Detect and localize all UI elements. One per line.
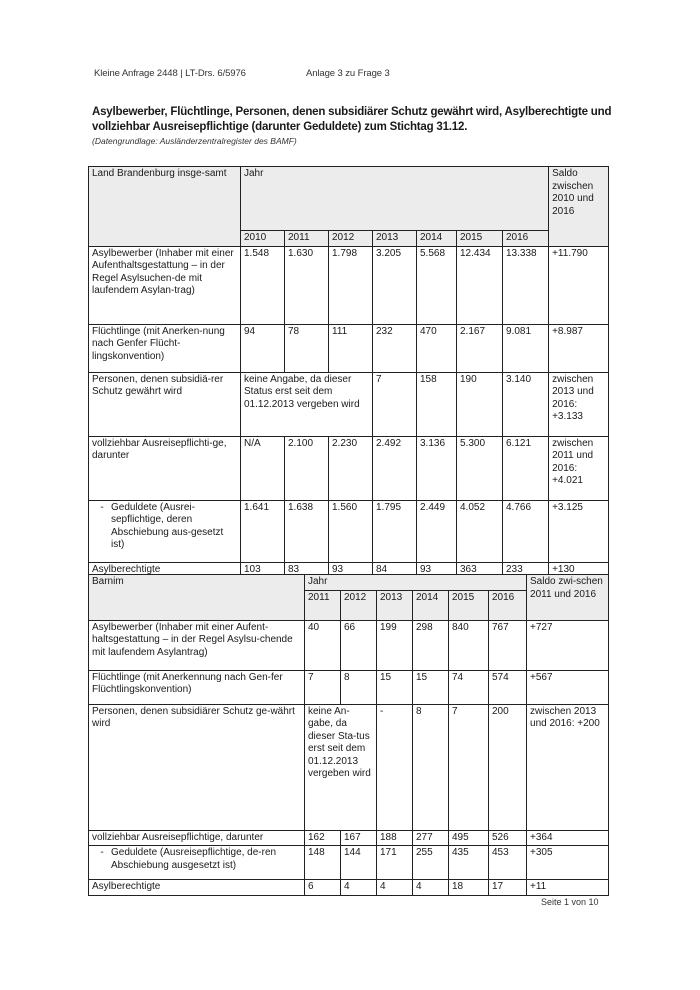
cell-value: 74 (449, 670, 489, 704)
document-title: Asylbewerber, Flüchtlinge, Personen, denen subsidiärer Schutz gewährt wird, Asylberechtigte und vollziehbar Ausreisepflichtige (darunter Geduldete) zum Stichtag 31.12. (92, 106, 612, 133)
cell-value: 40 (305, 620, 341, 670)
year-header: 2016 (503, 231, 549, 247)
cell-value: 4 (341, 880, 377, 896)
cell-value: 188 (377, 830, 413, 846)
table-row (89, 704, 609, 830)
cell-value: 158 (417, 372, 457, 436)
cell-value: 277 (413, 830, 449, 846)
cell-value: 3.140 (503, 372, 549, 436)
year-header: 2012 (329, 231, 373, 247)
cell-value: 93 (417, 562, 457, 578)
year-header: 2015 (457, 231, 503, 247)
cell-value: 78 (285, 324, 329, 372)
row-label: Asylberechtigte (89, 562, 241, 578)
no-data-note: keine An-gabe, da dieser Sta-tus erst seit dem 01.12.2013 vergeben wird (305, 704, 377, 830)
cell-value: 94 (241, 324, 285, 372)
row-label: vollziehbar Ausreisepflichti-ge, darunter (89, 436, 241, 500)
table-row (89, 436, 609, 500)
year-group-header: Jahr (305, 575, 527, 591)
cell-value: 4 (413, 880, 449, 896)
cell-value: 4.766 (503, 500, 549, 562)
cell-value: 8 (413, 704, 449, 830)
row-label: vollziehbar Ausreisepflichtige, darunter (89, 830, 305, 846)
table-row (89, 372, 609, 436)
saldo-value: zwischen 2013 und 2016: +200 (527, 704, 609, 830)
cell-value: 17 (489, 880, 527, 896)
cell-value: 15 (377, 670, 413, 704)
year-group-header: Jahr (241, 167, 549, 231)
cell-value: 12.434 (457, 246, 503, 324)
table-row (89, 324, 609, 372)
row-label: Personen, denen subsidiä-rer Schutz gewährt wird (89, 372, 241, 436)
year-header: 2014 (413, 590, 449, 620)
cell-value: 2.449 (417, 500, 457, 562)
cell-value: 6 (305, 880, 341, 896)
cell-value: 470 (417, 324, 457, 372)
cell-value: 1.795 (373, 500, 417, 562)
cell-value: 93 (329, 562, 373, 578)
cell-value: 7 (305, 670, 341, 704)
cell-value: 84 (373, 562, 417, 578)
cell-value: 255 (413, 846, 449, 880)
cell-value: 148 (305, 846, 341, 880)
table-region-header: Land Brandenburg insge-samt (89, 167, 241, 247)
cell-value: 8 (341, 670, 377, 704)
cell-value: 2.230 (329, 436, 373, 500)
year-header: 2013 (377, 590, 413, 620)
table-row (89, 620, 609, 670)
table-brandenburg (88, 166, 609, 578)
saldo-value: zwischen 2013 und 2016: +3.133 (549, 372, 609, 436)
cell-value: 6.121 (503, 436, 549, 500)
cell-value: 13.338 (503, 246, 549, 324)
cell-value: 7 (373, 372, 417, 436)
year-header: 2014 (417, 231, 457, 247)
table-row (89, 880, 609, 896)
row-label: Flüchtlinge (mit Anerkennung nach Gen-fer Flüchtlingskonvention) (89, 670, 305, 704)
cell-value: 453 (489, 846, 527, 880)
table-row (89, 830, 609, 846)
cell-value: 3.205 (373, 246, 417, 324)
cell-value: 3.136 (417, 436, 457, 500)
cell-value: 5.300 (457, 436, 503, 500)
row-label: Asylbewerber (Inhaber mit einer Aufenthaltsgestattung – in der Regel Asylsuchen-de mit laufendem Asylan-trag) (89, 246, 241, 324)
table-barnim (88, 574, 609, 896)
year-header: 2010 (241, 231, 285, 247)
cell-value: 232 (373, 324, 417, 372)
row-label (89, 846, 305, 880)
cell-value: 435 (449, 846, 489, 880)
cell-value: 190 (457, 372, 503, 436)
cell-value: 111 (329, 324, 373, 372)
cell-value: 2.167 (457, 324, 503, 372)
cell-value: 1.548 (241, 246, 285, 324)
saldo-value: +364 (527, 830, 609, 846)
cell-value: 199 (377, 620, 413, 670)
table-row (89, 246, 609, 324)
saldo-header: Saldo zwischen 2010 und 2016 (549, 167, 609, 247)
cell-value: 298 (413, 620, 449, 670)
cell-value: 233 (503, 562, 549, 578)
header-annex: Anlage 3 zu Frage 3 (306, 68, 390, 79)
data-source-note: (Datengrundlage: Ausländerzentralregister des BAMF) (92, 136, 297, 146)
cell-value: 162 (305, 830, 341, 846)
saldo-value: +567 (527, 670, 609, 704)
saldo-header: Saldo zwi-schen 2011 und 2016 (527, 575, 609, 621)
list-dash: - (100, 847, 104, 858)
saldo-value: +11.790 (549, 246, 609, 324)
cell-value: 1.560 (329, 500, 373, 562)
page-number: Seite 1 von 10 (541, 897, 599, 907)
cell-value: 2.492 (373, 436, 417, 500)
row-label: Flüchtlinge (mit Anerken-nung nach Genfer Flücht-lingskonvention) (89, 324, 241, 372)
saldo-value: zwischen 2011 und 2016: +4.021 (549, 436, 609, 500)
cell-value: N/A (241, 436, 285, 500)
cell-value: - (377, 704, 413, 830)
cell-value: 7 (449, 704, 489, 830)
table-region-header: Barnim (89, 575, 305, 621)
cell-value: 200 (489, 704, 527, 830)
cell-value: 4 (377, 880, 413, 896)
year-header: 2016 (489, 590, 527, 620)
year-header: 2012 (341, 590, 377, 620)
cell-value: 495 (449, 830, 489, 846)
cell-value: 1.638 (285, 500, 329, 562)
cell-value: 363 (457, 562, 503, 578)
row-label (89, 500, 241, 562)
row-label-text: Geduldete (Ausrei-sepflichtige, deren Abschiebung aus-gesetzt ist) (111, 501, 224, 550)
saldo-value: +8.987 (549, 324, 609, 372)
cell-value: 767 (489, 620, 527, 670)
cell-value: 167 (341, 830, 377, 846)
cell-value: 144 (341, 846, 377, 880)
year-header: 2011 (305, 590, 341, 620)
row-label: Personen, denen subsidiärer Schutz ge-währt wird (89, 704, 305, 830)
header-reference: Kleine Anfrage 2448 | LT-Drs. 6/5976 (94, 68, 246, 79)
cell-value: 171 (377, 846, 413, 880)
table-row (89, 846, 609, 880)
cell-value: 103 (241, 562, 285, 578)
cell-value: 5.568 (417, 246, 457, 324)
cell-value: 18 (449, 880, 489, 896)
cell-value: 1.798 (329, 246, 373, 324)
cell-value: 83 (285, 562, 329, 578)
year-header: 2011 (285, 231, 329, 247)
cell-value: 574 (489, 670, 527, 704)
cell-value: 526 (489, 830, 527, 846)
cell-value: 66 (341, 620, 377, 670)
cell-value: 1.641 (241, 500, 285, 562)
table-row (89, 500, 609, 562)
saldo-value: +11 (527, 880, 609, 896)
saldo-value: +130 (549, 562, 609, 578)
row-label-text: Geduldete (Ausreisepflichtige, de-ren Abschiebung ausgesetzt ist) (111, 847, 277, 871)
no-data-note: keine Angabe, da dieser Status erst seit dem 01.12.2013 vergeben wird (241, 372, 373, 436)
year-header: 2013 (373, 231, 417, 247)
cell-value: 2.100 (285, 436, 329, 500)
year-header: 2015 (449, 590, 489, 620)
cell-value: 15 (413, 670, 449, 704)
cell-value: 840 (449, 620, 489, 670)
row-label: Asylbewerber (Inhaber mit einer Aufent-haltsgestattung – in der Regel Asylsu-chende mit laufendem Asylantrag) (89, 620, 305, 670)
cell-value: 9.081 (503, 324, 549, 372)
list-dash: - (100, 501, 104, 513)
row-label: Asylberechtigte (89, 880, 305, 896)
cell-value: 1.630 (285, 246, 329, 324)
cell-value: 4.052 (457, 500, 503, 562)
saldo-value: +3.125 (549, 500, 609, 562)
table-row (89, 670, 609, 704)
saldo-value: +305 (527, 846, 609, 880)
saldo-value: +727 (527, 620, 609, 670)
